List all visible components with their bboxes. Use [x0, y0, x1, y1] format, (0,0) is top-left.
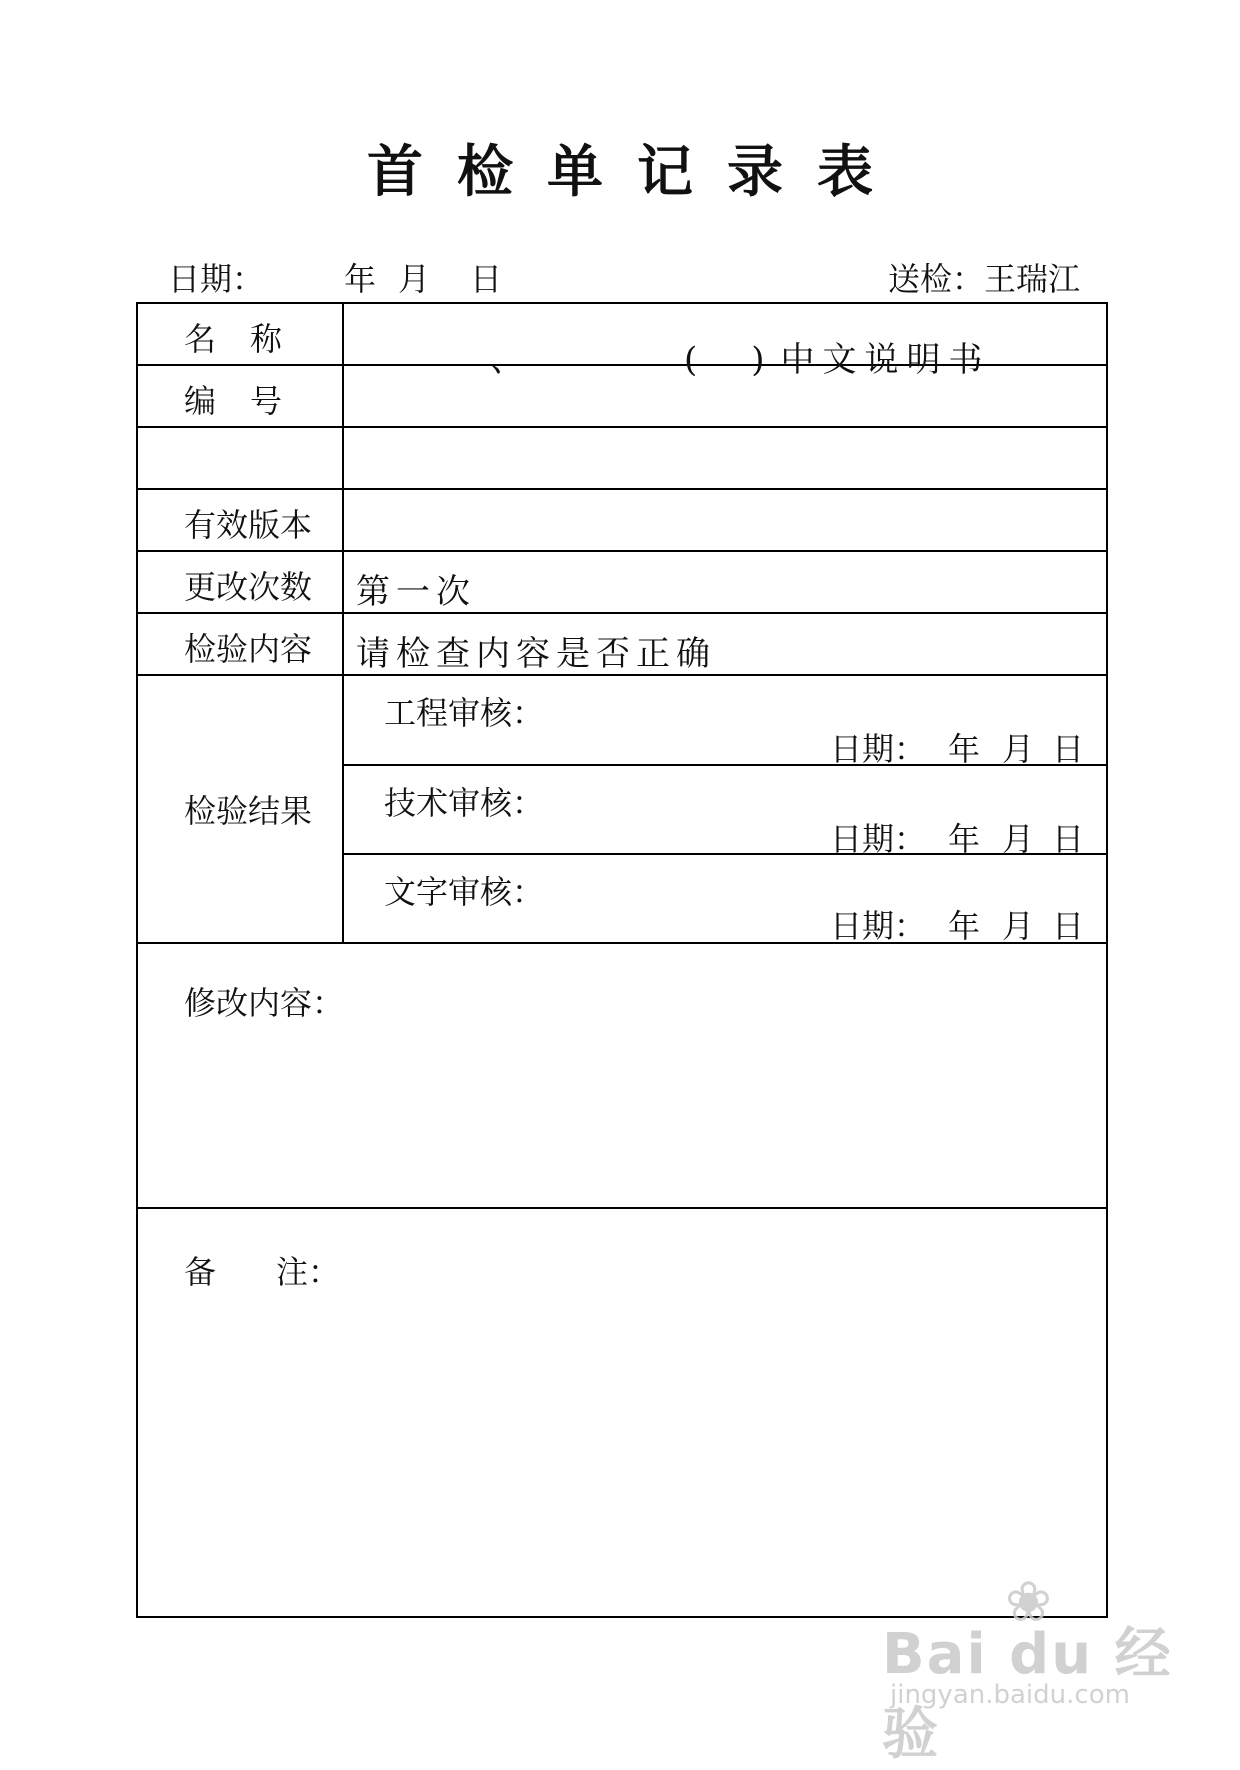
inspection-form — [136, 302, 1108, 1618]
inspection-content-label: 检验内容 — [138, 614, 344, 674]
sender-label: 送检：王瑞江 — [887, 260, 1080, 298]
modification-label: 修改内容： — [184, 984, 345, 1022]
inspection-content-field[interactable]: 请检查内容是否正确 — [356, 633, 716, 674]
watermark-brand: Bai du 经验 — [882, 1622, 1173, 1767]
number-label: 编号 — [138, 366, 344, 426]
blank-field[interactable] — [344, 428, 1106, 494]
watermark-url: jingyan.baidu.com — [890, 1680, 1130, 1710]
paren-open: ( — [684, 340, 706, 380]
row-blank — [138, 428, 1106, 490]
row-inspection-result — [138, 676, 1106, 944]
review-text-title: 文字审核： — [384, 873, 545, 911]
year-label: 年 — [344, 260, 377, 298]
name-label: 名称 — [138, 304, 344, 364]
baidu-watermark — [870, 1570, 1180, 1767]
review-technical-date: 日期： 年 月 日 — [829, 820, 1084, 858]
version-label: 有效版本 — [138, 490, 344, 550]
month-label: 月 — [398, 260, 431, 298]
date-label: 日期： — [168, 260, 265, 298]
review-text-date: 日期： 年 月 日 — [829, 907, 1084, 945]
revision-count-label: 更改次数 — [138, 552, 344, 612]
day-label: 日 — [470, 260, 503, 298]
paren-close: ) — [751, 340, 773, 380]
review-text[interactable] — [344, 855, 1106, 945]
header-date — [168, 254, 502, 300]
revision-count-field[interactable]: 第一次 — [356, 571, 476, 612]
number-field[interactable] — [344, 366, 1106, 432]
row-remarks[interactable] — [138, 1209, 1106, 1616]
remarks-label: 备 注： — [184, 1253, 341, 1291]
name-separator: 、 — [490, 340, 532, 380]
row-name — [138, 304, 1106, 380]
row-revision-count — [138, 552, 1106, 614]
name-field[interactable] — [344, 304, 1106, 380]
blank-label — [138, 428, 344, 488]
page-title: 首检单记录表 — [367, 139, 907, 205]
review-engineering[interactable] — [344, 676, 1106, 766]
review-engineering-title: 工程审核： — [384, 694, 545, 732]
row-modification[interactable] — [138, 944, 1106, 1209]
inspection-result-label: 检验结果 — [138, 676, 344, 942]
row-number — [138, 366, 1106, 428]
name-description: 中文说明书 — [780, 340, 991, 380]
row-inspection-content — [138, 614, 1106, 676]
version-field[interactable] — [344, 490, 1106, 556]
row-version — [138, 490, 1106, 552]
review-technical[interactable] — [344, 766, 1106, 858]
review-technical-title: 技术审核： — [384, 784, 545, 822]
review-engineering-date: 日期： 年 月 日 — [829, 730, 1084, 768]
paw-icon: ❀ — [1005, 1570, 1052, 1635]
